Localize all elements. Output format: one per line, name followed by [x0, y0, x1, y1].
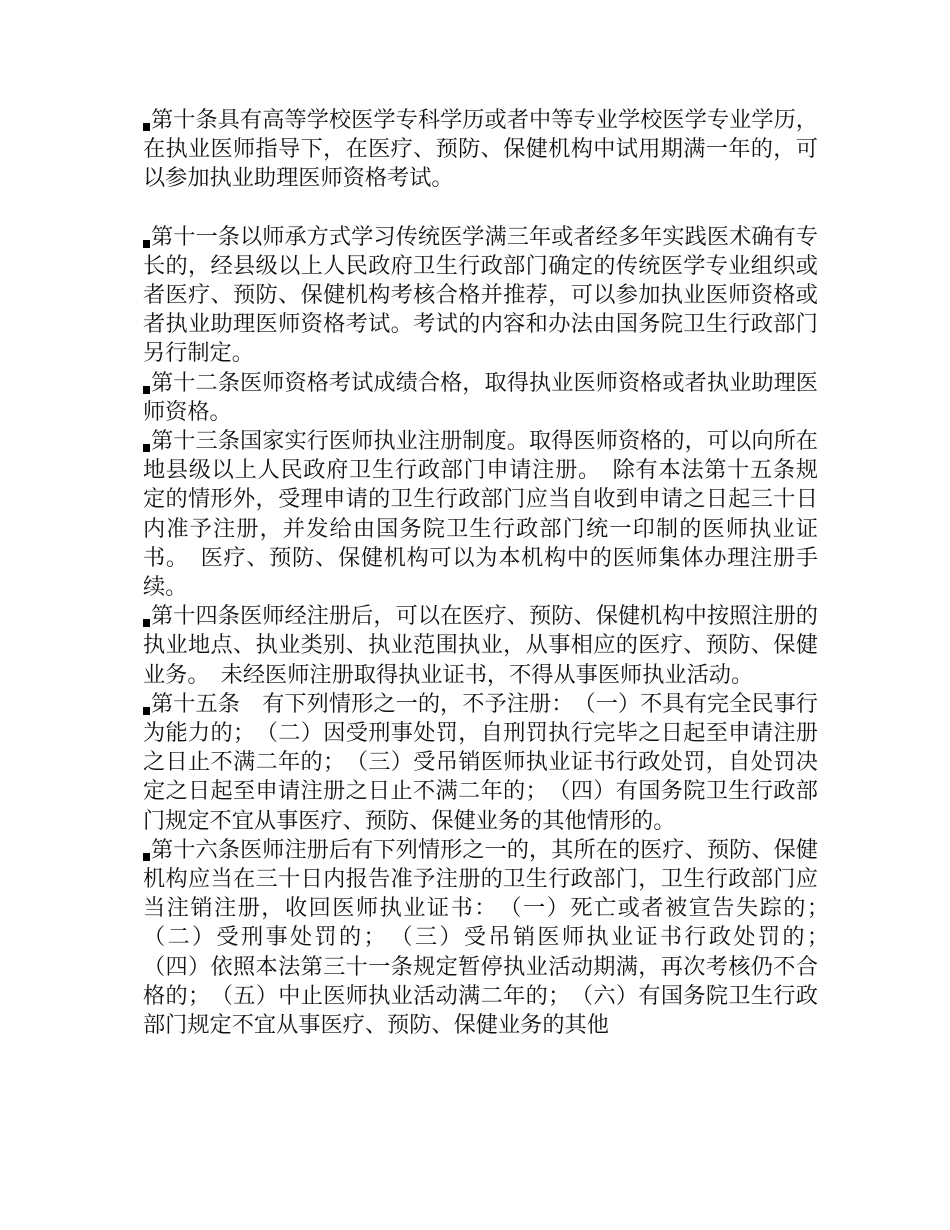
paragraph-marker-icon: [143, 386, 150, 394]
article-10-text: 第十条具有高等学校医学专科学历或者中等专业学校医学专业学历，在执业医师指导下，在医疗、预防、保健机构中试用期满一年的，可以参加执业助理医师资格考试。: [143, 107, 818, 192]
paragraph-marker-icon: [143, 240, 150, 248]
paragraph-marker-icon: [143, 619, 150, 627]
article-15-paragraph: [143, 690, 818, 836]
article-14-paragraph: [143, 602, 818, 690]
article-14-text: 第十四条医师经注册后，可以在医疗、预防、保健机构中按照注册的执业地点、执业类别、执业范围执业，从事相应的医疗、预防、保健业务。 未经医师注册取得执业证书，不得从事医师执业活动。: [143, 603, 818, 688]
article-11-paragraph: [143, 223, 818, 369]
article-15-text: 第十五条 有下列情形之一的，不予注册： （一）不具有完全民事行为能力的； （二）因受刑事处罚，自刑罚执行完毕之日起至申请注册之日止不满二年的； （三）受吊销医师执业证书行政处罚，自处罚决定之日起至申请注册之日止不满二年的； （四）有国务院卫生行政部门规定不宜从事医疗、预防、保健业务的其他情形的。: [143, 690, 818, 834]
article-16-text: 第十六条医师注册后有下列情形之一的，其所在的医疗、预防、保健机构应当在三十日内报告准予注册的卫生行政部门，卫生行政部门应当注销注册，收回医师执业证书： （一）死亡或者被宣告失踪的； （二）受刑事处罚的； （三）受吊销医师执业证书行政处罚的； （四）依照本法第三十一条规定暂停执业活动期满，再次考核仍不合格的； （五）中止医师执业活动满二年的； （六）有国务院卫生行政部门规定不宜从事医疗、预防、保健业务的其他: [143, 836, 841, 1039]
paragraph-marker-icon: [143, 444, 150, 452]
article-16-paragraph: [143, 836, 841, 1040]
article-12-paragraph: [143, 369, 818, 427]
article-13-paragraph: [143, 427, 818, 602]
article-13-text: 第十三条国家实行医师执业注册制度。取得医师资格的，可以向所在地县级以上人民政府卫生行政部门申请注册。 除有本法第十五条规定的情形外，受理申请的卫生行政部门应当自收到申请之日起三十日内准予注册，并发给由国务院卫生行政部门统一印制的医师执业证书。 医疗、预防、保健机构可以为本机构中的医师集体办理注册手续。: [143, 428, 818, 601]
paragraph-marker-icon: [143, 853, 150, 861]
article-12-text: 第十二条医师资格考试成绩合格，取得执业医师资格或者执业助理医师资格。: [143, 369, 818, 425]
paragraph-marker-icon: [143, 707, 150, 715]
article-11-text: 第十一条以师承方式学习传统医学满三年或者经多年实践医术确有专长的，经县级以上人民政府卫生行政部门确定的传统医学专业组织或者医疗、预防、保健机构考核合格并推荐，可以参加执业医师资格或者执业助理医师资格考试。考试的内容和办法由国务院卫生行政部门另行制定。: [143, 223, 818, 367]
paragraph-marker-icon: [143, 123, 150, 131]
article-10-paragraph: [143, 106, 818, 194]
document-page: [143, 106, 841, 1040]
